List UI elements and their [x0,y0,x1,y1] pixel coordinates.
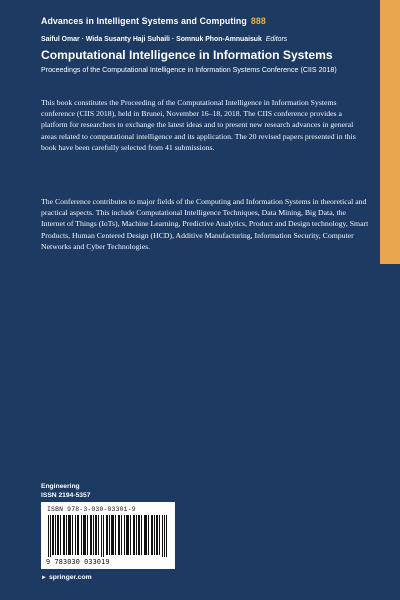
editors-role: Editors [265,36,288,43]
barcode-digits: 9 783030 033019 [46,558,110,566]
description-paragraph-2: The Conference contributes to major fields of the Computing and Information Systems in theoretical and practical aspects. This include Computational Intelligence Techniques, Data Mining, Big Data, the Internet of Things (IoTs), Machine Learning, Predictive Analytics, Product and Design technology, Smart Products, Human Centered Design (HCD), Additive Manufacturing, Information Security, Computer Networks and Cyber Technologies. [41,197,369,251]
description-paragraph-1: This book constitutes the Proceeding of the Computational Intelligence in Information Systems conference (CIIS 2018), held in Brunei, November 16–18, 2018. The CIIS conference provides a platform for researchers to exchange the latest ideas and to present new research advances in general areas related to computational intelligence and its application. The 20 revised papers presented in this book have been carefully selected from 41 submissions. [41,98,356,152]
series-number: 888 [250,16,266,26]
website-label[interactable]: springer.com [48,574,92,581]
editors-line [41,36,287,43]
arrow-icon: ► [41,574,47,581]
book-subtitle: Proceedings of the Computational Intelligence in Information Systems Conference (CIIS 2018) [41,66,337,74]
issn-label: ISSN 2194-5357 [41,492,91,499]
isbn-label: ISBN 978-3-030-03301-9 [47,506,136,513]
book-title: Computational Intelligence in Information Systems [41,48,333,62]
barcode-panel [41,502,175,569]
editor-names: Saiful Omar · Wida Susanty Haji Suhaili · Somnuk Phon-Amnuaisuk [41,36,262,43]
subject-label: Engineering [41,483,80,490]
orange-accent-strip [380,0,400,264]
website-line[interactable] [41,574,92,581]
series-line [41,16,266,26]
series-name: Advances in Intelligent Systems and Computing [41,16,247,26]
barcode-image [48,515,169,557]
